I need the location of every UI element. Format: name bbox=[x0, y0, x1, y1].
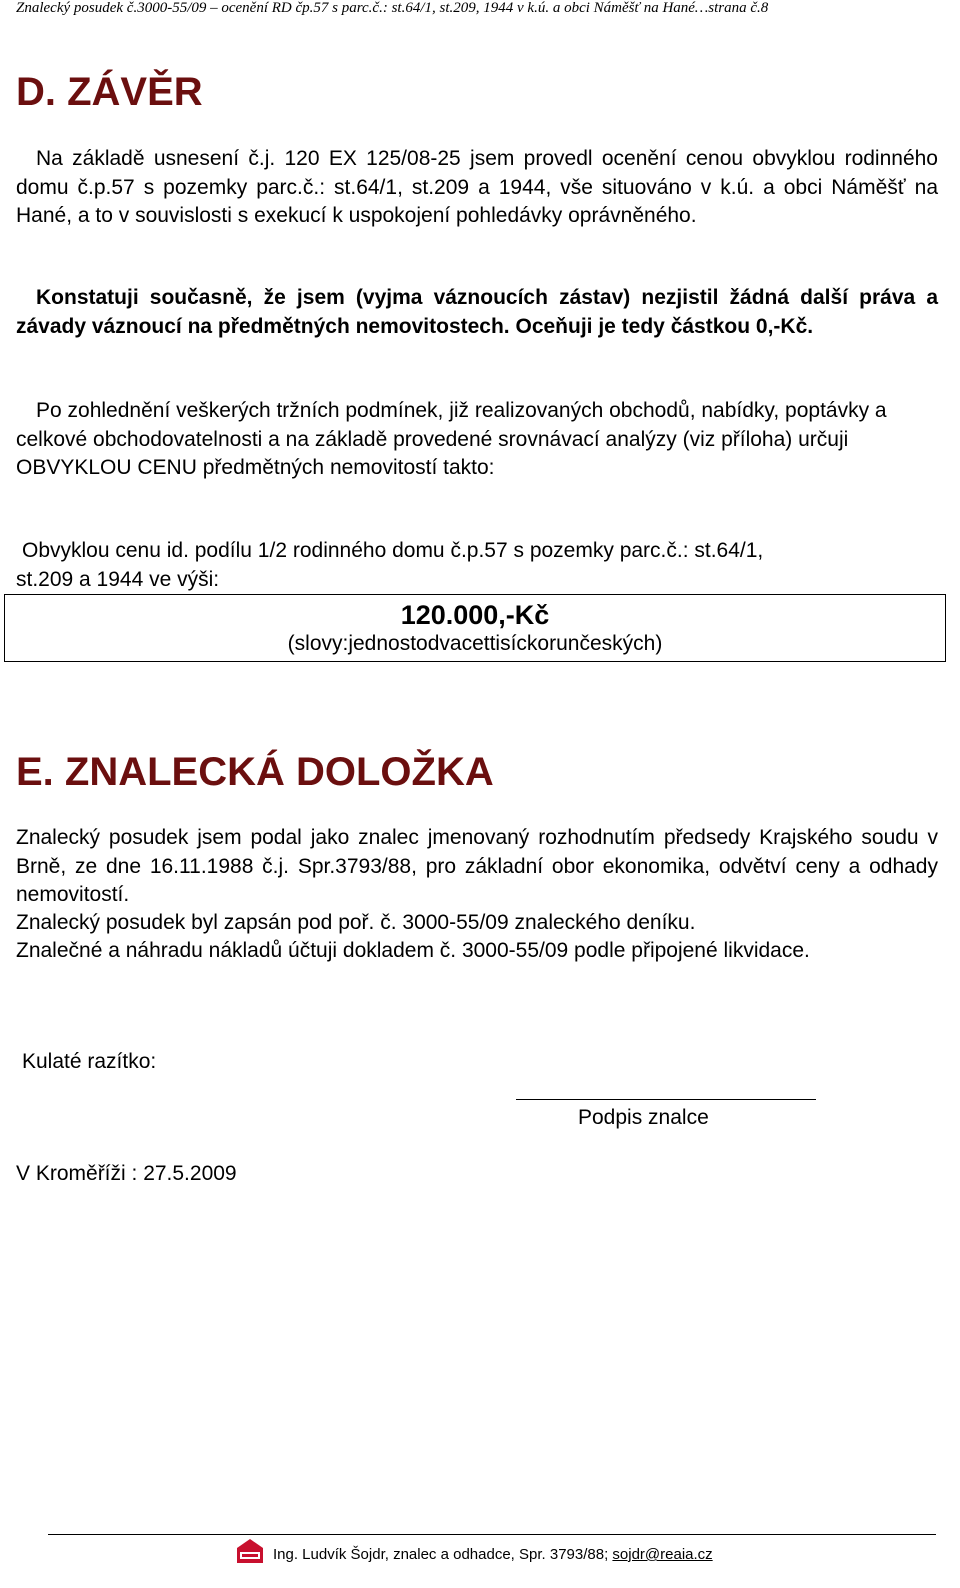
section-d-paragraph-1: Na základě usnesení č.j. 120 EX 125/08-25 jsem provedl ocenění cenou obvyklou rodinného domu č.p.57 s pozemky parc.č.: st.64/1, st.209 a 1944, vše situováno v k.ú. a obci Náměšť na Hané, a to v souvislosti s exekucí k uspokojení pohledávky oprávněného. bbox=[16, 147, 938, 227]
section-d-paragraph-3: Po zohlednění veškerých tržních podmínek, již realizovaných obchodů, nabídky, poptávky a celkové obchodovatelnosti a na základě provedené srovnávací analýzy (viz příloha) určuji OBVYKLOU CENU předmětných nemovitostí takto: bbox=[16, 399, 887, 479]
page-header: Znalecký posudek č.3000-55/09 – ocenění RD čp.57 s parc.č.: st.64/1, st.209, 1944 v k.ú. a obci Náměšť na Hané…strana č.8 bbox=[16, 0, 769, 16]
section-e-paragraph-1: Znalecký posudek jsem podal jako znalec jmenovaný rozhodnutím předsedy Krajského soudu v Brně, ze dne 16.11.1988 č.j. Spr.3793/88, pro základní obor ekonomika, odvětví ceny a odhady nemovitostí. bbox=[16, 826, 938, 906]
signature-line bbox=[516, 1099, 816, 1100]
footer-email-link[interactable]: sojdr@reaia.cz bbox=[612, 1546, 713, 1563]
price-in-words: (slovy:jednostodvacettisíckorunčeských) bbox=[287, 632, 663, 655]
footer-author: Ing. Ludvík Šojdr, znalec a odhadce, Spr. 3793/88; bbox=[273, 1546, 613, 1563]
section-e-paragraph-2: Znalecký posudek byl zapsán pod poř. č. 3000-55/09 znaleckého deníku. bbox=[16, 911, 696, 934]
section-d-paragraph-2: Konstatuji současně, že jsem (vyjma váznoucích zástav) nezjistil žádná další práva a závady váznoucí na předmětných nemovitostech. Oceňuji je tedy částkou 0,-Kč. bbox=[16, 286, 938, 338]
place-and-date: V Kroměříži : 27.5.2009 bbox=[16, 1162, 237, 1185]
company-logo bbox=[236, 1538, 264, 1564]
signature-label: Podpis znalce bbox=[578, 1106, 709, 1129]
section-d-title: D. ZÁVĚR bbox=[16, 70, 203, 114]
price-value: 120.000,-Kč bbox=[400, 600, 550, 630]
footer-divider bbox=[48, 1534, 936, 1535]
section-e-paragraph-3: Znalečné a náhradu nákladů účtuji dokladem č. 3000-55/09 podle připojené likvidace. bbox=[16, 939, 810, 962]
section-e-title: E. ZNALECKÁ DOLOŽKA bbox=[16, 750, 494, 794]
footer-text bbox=[273, 1546, 713, 1564]
price-intro-line-1: Obvyklou cenu id. podílu 1/2 rodinného domu č.p.57 s pozemky parc.č.: st.64/1, bbox=[22, 539, 764, 562]
stamp-label: Kulaté razítko: bbox=[22, 1050, 157, 1073]
price-intro-line-2: st.209 a 1944 ve výši: bbox=[16, 568, 220, 591]
price-box bbox=[4, 594, 946, 662]
